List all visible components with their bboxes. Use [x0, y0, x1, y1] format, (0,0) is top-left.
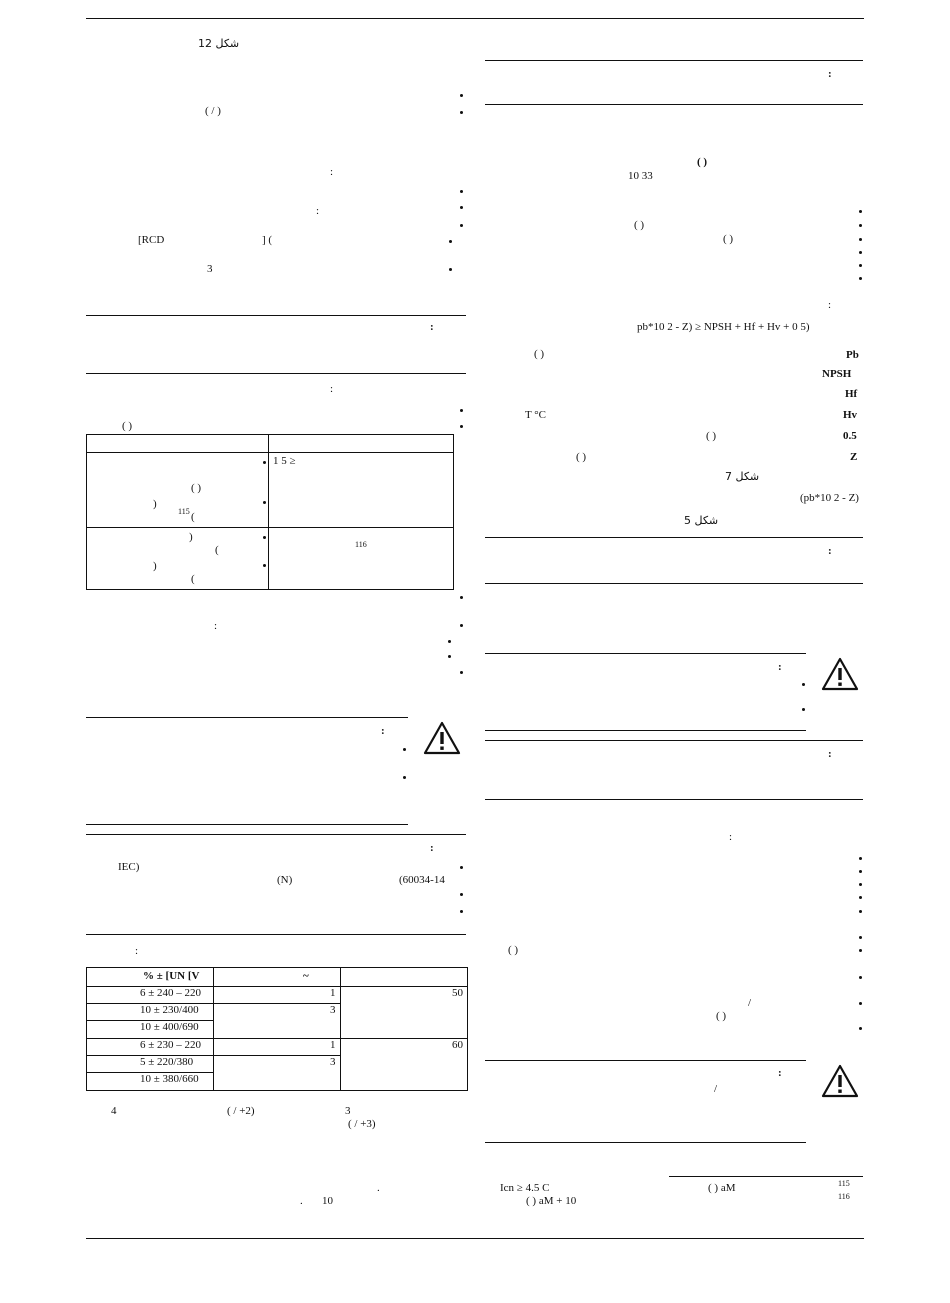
footnote-number: 115 — [838, 1179, 850, 1188]
body-text: ( / +3) — [348, 1118, 376, 1130]
colon-text: : — [316, 205, 320, 217]
bullet — [859, 1027, 862, 1030]
table-cell-phase: 3 — [330, 1004, 336, 1016]
colon-text: : — [828, 299, 832, 311]
footnote-ref: 116 — [355, 540, 367, 549]
formula-text: (pb*10 2 - Z) — [800, 492, 859, 504]
section-heading-colon: : — [828, 68, 832, 80]
body-text: 3 — [345, 1105, 351, 1117]
bullet — [802, 708, 805, 711]
rcd-bracket-text: ] ( — [262, 234, 273, 246]
warning-rule — [86, 717, 408, 718]
bold-paren: ( ) — [697, 156, 708, 168]
table-cell-phase: 3 — [330, 1056, 336, 1068]
paren-text: ( ) — [508, 944, 519, 956]
paren-text: ( / ) — [205, 105, 221, 117]
warning-rule — [485, 730, 806, 731]
section-heading-colon: : — [828, 545, 832, 557]
bullet — [448, 655, 451, 658]
bullet — [460, 624, 463, 627]
bullet — [460, 671, 463, 674]
body-text: . — [377, 1182, 380, 1194]
number-text: 3 — [207, 263, 213, 275]
table-header-voltage: % ± [UN [V — [143, 970, 200, 982]
bullet — [460, 190, 463, 193]
iec-n-text: (N) — [277, 874, 293, 886]
page-top-rule — [86, 18, 864, 19]
section-rule — [86, 934, 466, 935]
body-text: . — [300, 1195, 303, 1207]
footnote-number: 116 — [838, 1192, 850, 1201]
colon-text: : — [135, 945, 139, 957]
symbol-hv: Hv — [843, 409, 858, 421]
iec-number: (60034-14 — [399, 874, 445, 886]
bullet — [859, 896, 862, 899]
footnote-rule — [669, 1176, 863, 1177]
table-cell-voltage: 6 ± 230 – 220 — [140, 1039, 202, 1051]
bullet — [449, 240, 452, 243]
section-heading-colon: : — [430, 321, 434, 333]
table-cell-voltage: 5 ± 220/380 — [140, 1056, 194, 1068]
bullet — [859, 264, 862, 267]
section-rule — [485, 583, 863, 584]
paren-text: ( ) — [634, 219, 645, 231]
figure-5-label: شكل 5 — [684, 514, 719, 527]
warning-icon — [423, 721, 461, 755]
paren-text: ( ) — [122, 420, 133, 432]
symbol-0-5: 0.5 — [843, 430, 857, 442]
colon-text: : — [729, 831, 733, 843]
table-cell: ( — [191, 511, 195, 523]
bullet — [263, 461, 266, 464]
table-cell: ) — [189, 531, 193, 543]
paren-text: ( ) — [723, 233, 734, 245]
paren-text: ( ) — [716, 1010, 727, 1022]
table-cell: ) — [153, 560, 157, 572]
bullet — [859, 238, 862, 241]
table-cell-frequency: 50 — [452, 987, 463, 999]
paren-text: ( ) — [576, 451, 587, 463]
rcd-text: [RCD — [138, 234, 165, 246]
warning-icon — [821, 1064, 859, 1098]
section-heading-colon: : — [828, 748, 832, 760]
table-cell-voltage: 10 ± 380/660 — [140, 1073, 199, 1085]
bullet — [460, 224, 463, 227]
section-rule — [485, 60, 863, 61]
bullet — [460, 111, 463, 114]
table-cell-voltage: 6 ± 240 – 220 — [140, 987, 202, 999]
table-cell: ( — [191, 573, 195, 585]
section-rule — [86, 315, 466, 316]
warning-rule — [485, 1060, 806, 1061]
bullet — [460, 206, 463, 209]
bullet — [403, 748, 406, 751]
warning-colon: : — [778, 661, 782, 673]
slash-text: / — [748, 997, 752, 1009]
section-rule — [485, 104, 863, 105]
requirements-table — [86, 434, 454, 590]
bullet — [859, 949, 862, 952]
table-cell: 1 5 ≥ — [273, 455, 296, 467]
section-rule — [485, 740, 863, 741]
iec-text: IEC) — [118, 861, 140, 873]
figure-7-label: شكل 7 — [725, 470, 760, 483]
bullet — [460, 596, 463, 599]
bullet — [403, 776, 406, 779]
warning-colon: : — [778, 1067, 782, 1079]
bullet — [449, 268, 452, 271]
table-cell-frequency: 60 — [452, 1039, 463, 1051]
warning-rule — [86, 824, 408, 825]
section-rule — [485, 799, 863, 800]
symbol-pb: Pb — [846, 349, 859, 361]
colon-text: : — [330, 166, 334, 178]
table-cell: ) — [153, 498, 157, 510]
footnote-text: ( ) aM + 10 — [526, 1195, 577, 1207]
bullet — [859, 936, 862, 939]
bullet — [263, 501, 266, 504]
bullet — [859, 251, 862, 254]
section-rule — [86, 834, 466, 835]
paren-text: ( ) — [706, 430, 717, 442]
table-cell: ( ) — [191, 482, 202, 494]
paren-text: ( ) — [534, 348, 545, 360]
slash-text: / — [714, 1083, 718, 1095]
section-rule — [485, 537, 863, 538]
bullet — [263, 564, 266, 567]
colon-text: : — [330, 383, 334, 395]
table-cell: ( — [215, 544, 219, 556]
bullet — [460, 866, 463, 869]
npsh-formula: pb*10 2 - Z) ≥ NPSH + Hf + Hv + 0 5) — [637, 321, 810, 333]
table-cell-voltage: 10 ± 400/690 — [140, 1021, 199, 1033]
bullet — [859, 224, 862, 227]
body-text: ( / +2) — [227, 1105, 255, 1117]
warning-icon — [821, 657, 859, 691]
table-cell-voltage: 10 ± 230/400 — [140, 1004, 199, 1016]
bullet — [859, 883, 862, 886]
table-header-phase: ~ — [303, 970, 309, 982]
footnote-ref: 115 — [178, 507, 190, 516]
warning-rule — [485, 1142, 806, 1143]
bullet — [460, 94, 463, 97]
table-cell-phase: 1 — [330, 1039, 336, 1051]
footnote-text: ( ) aM — [708, 1182, 736, 1194]
bullet — [859, 1002, 862, 1005]
colon-text: : — [214, 620, 218, 632]
symbol-z: Z — [850, 451, 858, 463]
footnote-text: Icn ≥ 4.5 C — [500, 1182, 550, 1194]
bullet — [859, 870, 862, 873]
page-bottom-rule — [86, 1238, 864, 1239]
bullet — [460, 893, 463, 896]
body-text: 4 — [111, 1105, 117, 1117]
bullet — [802, 683, 805, 686]
bullet — [859, 857, 862, 860]
temperature-text: T °C — [525, 409, 547, 421]
symbol-npsh: NPSH — [822, 368, 852, 380]
figure-12-label: شكل 12 — [198, 37, 240, 50]
section-heading-colon: : — [430, 842, 434, 854]
warning-colon: : — [381, 725, 385, 737]
bullet — [460, 425, 463, 428]
bullet — [460, 910, 463, 913]
bullet — [859, 910, 862, 913]
number-text: 10 33 — [628, 170, 653, 182]
bullet — [460, 409, 463, 412]
bullet — [448, 640, 451, 643]
bullet — [859, 277, 862, 280]
bullet — [859, 210, 862, 213]
warning-rule — [485, 653, 806, 654]
section-rule — [86, 373, 466, 374]
table-cell-phase: 1 — [330, 987, 336, 999]
bullet — [859, 976, 862, 979]
bullet — [263, 536, 266, 539]
symbol-hf: Hf — [845, 388, 858, 400]
body-text: 10 — [322, 1195, 333, 1207]
